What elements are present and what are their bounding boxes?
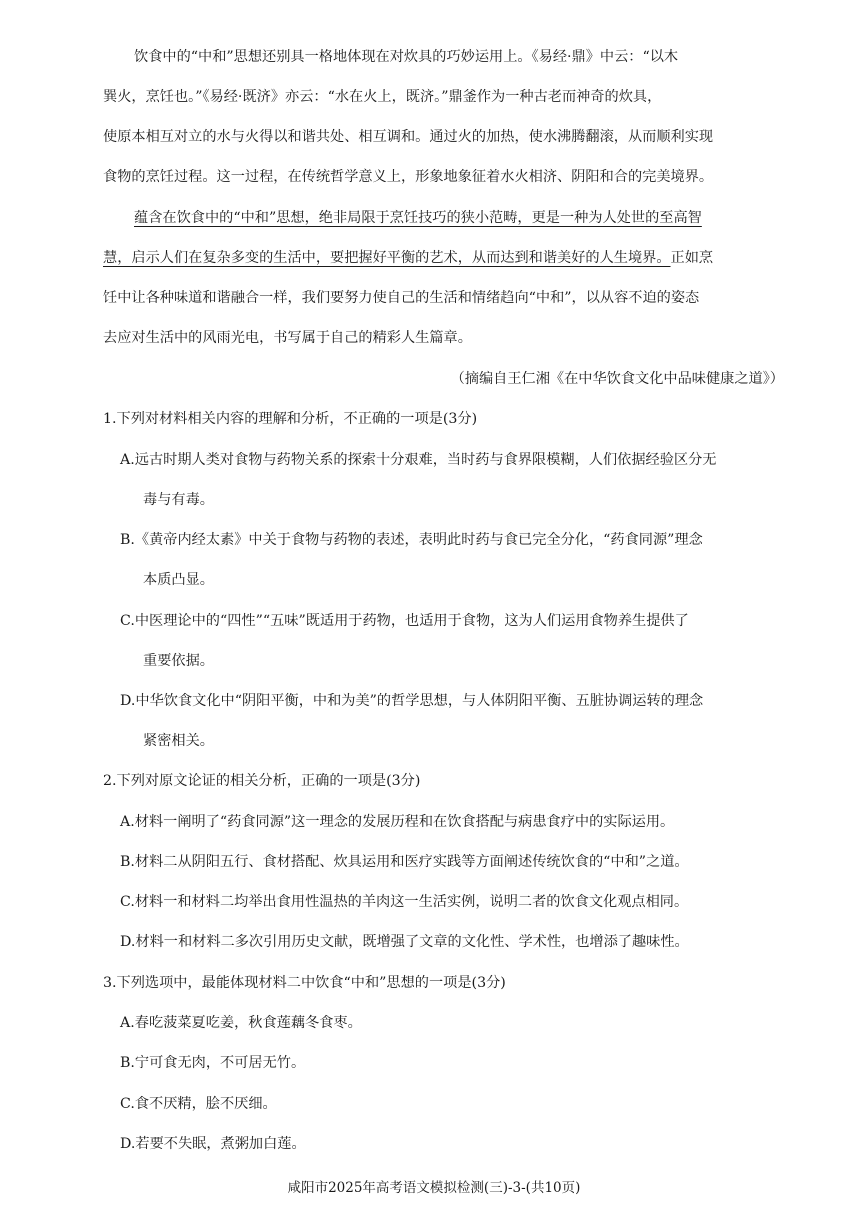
- question-stem: 2.下列对原文论证的相关分析，正确的一项是(3分): [103, 773, 421, 789]
- source-citation: （摘编自王仁湘《在中华饮食文化中品味健康之道》）: [450, 371, 784, 387]
- option-c-cont: 重要依据。: [143, 653, 214, 669]
- option-b: B.《黄帝内经太素》中关于食物与药物的表述，表明此时药与食已完全分化，“药食同源”理念: [120, 532, 703, 548]
- passage-line: 食物的烹饪过程。这一过程，在传统哲学意义上，形象地象征着水火相济、阴阳和合的完美境界。: [103, 169, 714, 185]
- option-d: D.材料一和材料二多次引用历史文献，既增强了文章的文化性、学术性，也增添了趣味性。: [120, 934, 689, 950]
- underlined-sentence: 蕴含在饮食中的“中和”思想，绝非局限于烹饪技巧的狭小范畴，更是一种为人处世的至高智: [134, 210, 702, 226]
- passage-line: 去应对生活中的风雨光电，书写属于自己的精彩人生篇章。: [103, 330, 472, 346]
- page-footer: 咸阳市2025年高考语文模拟检测(三)-3-(共10页): [287, 1180, 581, 1196]
- option-a-cont: 毒与有毒。: [143, 492, 214, 508]
- option-b: B.宁可食无肉，不可居无竹。: [120, 1055, 306, 1071]
- passage-line: 饪中让各种味道和谐融合一样，我们要努力使自己的生活和情绪趋向“中和”，以从容不迫的姿态: [103, 290, 700, 306]
- passage-line: 使原本相互对立的水与火得以和谐共处、相互调和。通过火的加热，使水沸腾翻滚，从而顺利实现: [103, 129, 714, 145]
- option-a: A.春吃菠菜夏吃姜，秋食莲藕冬食枣。: [120, 1015, 362, 1031]
- passage-line: 饮食中的“中和”思想还别具一格地体现在对炊具的巧妙运用上。《易经·鼎》中云：“以木: [134, 49, 679, 65]
- option-b-cont: 本质凸显。: [143, 572, 214, 588]
- option-d: D.中华饮食文化中“阴阳平衡，中和为美”的哲学思想，与人体阴阳平衡、五脏协调运转的理念: [120, 693, 704, 709]
- option-c: C.中医理论中的“四性”“五味”既适用于药物，也适用于食物，这为人们运用食物养生提供了: [120, 613, 689, 629]
- option-c: C.材料一和材料二均举出食用性温热的羊肉这一生活实例，说明二者的饮食文化观点相同。: [120, 894, 689, 910]
- question-stem: 3.下列选项中，最能体现材料二中饮食“中和”思想的一项是(3分): [103, 975, 506, 991]
- option-d-cont: 紧密相关。: [143, 733, 214, 749]
- option-a: A.材料一阐明了“药食同源”这一理念的发展历程和在饮食搭配与病患食疗中的实际运用。: [120, 814, 675, 830]
- passage-text: 正如烹: [670, 250, 714, 266]
- underlined-sentence: 慧，启示人们在复杂多变的生活中，要把握好平衡的艺术，从而达到和谐美好的人生境界。: [103, 250, 671, 266]
- option-b: B.材料二从阴阳五行、食材搭配、炊具运用和医疗实践等方面阐述传统饮食的“中和”之道。: [120, 854, 689, 870]
- passage-line: 巽火，烹饪也。”《易经·既济》亦云：“水在火上，既济。”鼎釜作为一种古老而神奇的炊具，: [103, 89, 662, 105]
- option-d: D.若要不失眠，煮粥加白莲。: [120, 1136, 306, 1152]
- passage-line: [103, 248, 713, 268]
- option-c: C.食不厌精，脍不厌细。: [120, 1096, 277, 1112]
- option-a: A.远古时期人类对食物与药物关系的探索十分艰难，当时药与食界限模糊，人们依据经验区分无: [120, 452, 717, 468]
- question-stem: 1.下列对材料相关内容的理解和分析，不正确的一项是(3分): [103, 411, 478, 427]
